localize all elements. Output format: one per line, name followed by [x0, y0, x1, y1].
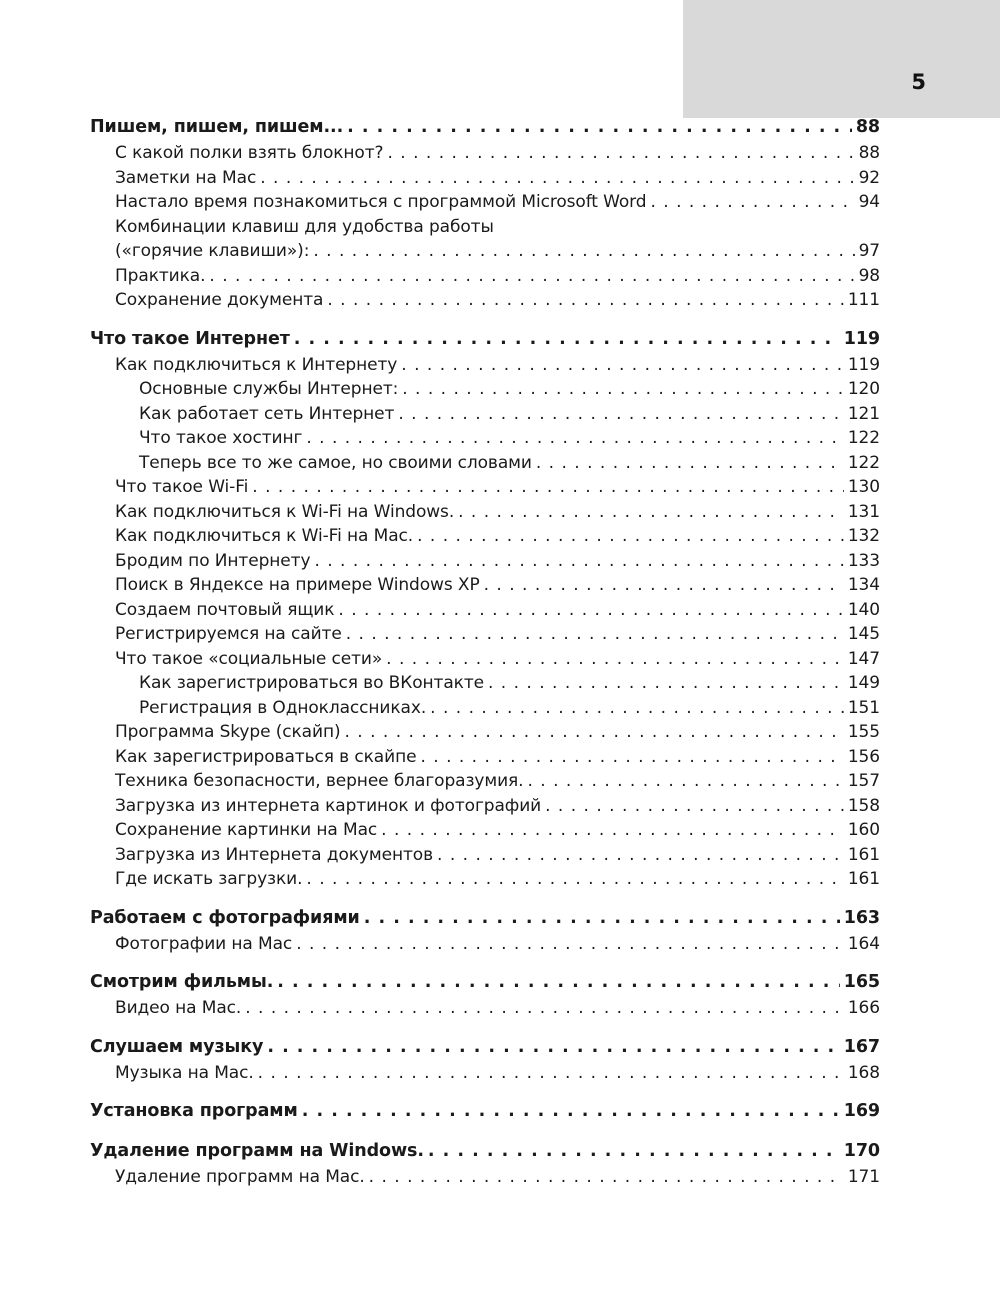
toc-entry-title: Что такое Интернет — [90, 328, 290, 349]
toc-entry-title: Где искать загрузки. — [115, 869, 303, 889]
dot-leader — [347, 117, 852, 137]
toc-entry — [90, 747, 880, 772]
toc-entry-title: С какой полки взять блокнот? — [115, 143, 384, 163]
toc-page-number: 119 — [843, 328, 880, 349]
toc-entry-title: Как подключиться к Wi-Fi на Mac. — [115, 526, 414, 546]
dot-leader — [252, 477, 844, 497]
toc-entry-title: Фотографии на Mac — [115, 933, 293, 954]
toc-entry-title: Создаем почтовый ящик — [115, 599, 335, 620]
toc-entry-title: Настало время познакомиться с программой Microsoft Word — [115, 192, 647, 212]
dot-leader — [369, 1167, 844, 1187]
dot-leader — [364, 908, 840, 928]
toc-entry — [90, 673, 880, 698]
toc-page-number: 97 — [858, 241, 880, 261]
dot-leader — [387, 143, 854, 163]
toc-page-number: 160 — [847, 820, 880, 840]
toc-entry — [90, 477, 880, 502]
toc-entry — [90, 624, 880, 649]
toc-entry-title: Бродим по Интернету — [115, 550, 311, 571]
dot-leader — [345, 722, 844, 742]
toc-chapter-entry — [90, 1141, 880, 1167]
dot-leader — [381, 820, 844, 840]
toc-entry-title: Что такое «социальные сети» — [115, 648, 383, 669]
toc-page-number: 147 — [847, 648, 880, 669]
dot-leader — [346, 624, 844, 644]
toc-entry — [90, 934, 880, 959]
dot-leader — [306, 869, 843, 889]
toc-entry — [90, 845, 880, 870]
toc-page-number: 149 — [847, 673, 880, 693]
page-number-tab — [683, 0, 1000, 118]
toc-page-number: 111 — [847, 290, 880, 310]
toc-page-number: 121 — [847, 403, 880, 424]
toc-entry — [90, 820, 880, 845]
toc-page-number: 163 — [843, 907, 880, 928]
toc-entry — [90, 1167, 880, 1192]
toc-entry-title: Установка программ — [90, 1101, 298, 1121]
toc-entry — [90, 428, 880, 453]
toc-page-number: 132 — [847, 526, 880, 546]
toc-page-number: 122 — [847, 428, 880, 448]
toc-page-number: 94 — [858, 192, 880, 212]
toc-page-number: 120 — [847, 379, 880, 399]
toc-entry-title: Слушаем музыку — [90, 1036, 264, 1057]
dot-leader — [420, 747, 843, 767]
toc-page-number: 170 — [843, 1141, 880, 1161]
toc-page-number: 98 — [858, 265, 880, 286]
dot-leader — [327, 290, 844, 310]
dot-leader — [430, 698, 844, 718]
toc-entry — [90, 355, 880, 380]
dot-leader — [314, 551, 843, 571]
toc-page-number: 131 — [847, 501, 880, 522]
toc-entry-title: Как работает сеть Интернет — [139, 403, 395, 424]
toc-page-number: 155 — [847, 722, 880, 742]
toc-entry — [90, 241, 880, 266]
dot-leader — [302, 1101, 840, 1121]
toc-entry-title: Программа Skype (скайп) — [115, 722, 341, 742]
page-number: 5 — [911, 70, 926, 94]
toc-page-number: 158 — [847, 795, 880, 816]
toc-entry-title: Регистрируемся на сайте — [115, 624, 342, 644]
toc-page-number: 122 — [847, 452, 880, 473]
dot-leader — [306, 428, 844, 448]
toc-entry-title: Удаление программ на Windows. — [90, 1141, 424, 1161]
toc-entry — [90, 998, 880, 1023]
dot-leader — [484, 575, 844, 595]
dot-leader — [401, 355, 844, 375]
toc-entry — [90, 575, 880, 600]
dot-leader — [313, 241, 854, 261]
toc-page-number: 133 — [847, 550, 880, 571]
toc-entry-title: Работаем с фотографиями — [90, 907, 360, 928]
dot-leader — [245, 998, 844, 1018]
toc-page-number: 92 — [858, 167, 880, 188]
dot-leader — [458, 502, 844, 522]
toc-entry-title: Заметки на Mac — [115, 167, 257, 188]
toc-entry — [90, 192, 880, 217]
toc-entry — [90, 600, 880, 625]
dot-leader — [260, 168, 854, 188]
toc-entry-title: Регистрация в Одноклассниках. — [139, 697, 427, 718]
dot-leader — [267, 1037, 839, 1057]
toc-chapter-entry — [90, 329, 880, 355]
toc-page-number: 164 — [847, 933, 880, 954]
toc-entry — [90, 649, 880, 674]
dot-leader — [258, 1063, 844, 1083]
toc-entry-title: Сохранение картинки на Mac — [115, 820, 378, 840]
toc-entry — [90, 1063, 880, 1088]
toc-entry — [90, 290, 880, 315]
toc-entry — [90, 526, 880, 551]
toc-entry-title: Поиск в Яндексе на примере Windows XP — [115, 575, 480, 595]
toc-entry-title: Основные службы Интернет: — [139, 379, 399, 399]
toc-page-number: 161 — [847, 869, 880, 889]
toc-page-number: 88 — [855, 117, 880, 137]
dot-leader — [417, 526, 844, 546]
toc-page-number: 167 — [843, 1036, 880, 1057]
toc-entry-title: Загрузка из интернета картинок и фотографий — [115, 795, 542, 816]
toc-entry — [90, 143, 880, 168]
dot-leader — [296, 934, 844, 954]
toc-page-number: 165 — [843, 972, 880, 992]
toc-entry — [90, 502, 880, 527]
toc-entry-title: Смотрим фильмы. — [90, 972, 274, 992]
toc-entry-title: Музыка на Mac. — [115, 1062, 254, 1083]
dot-leader — [650, 192, 854, 212]
toc-entry — [90, 551, 880, 576]
toc-entry-title: Как зарегистрироваться во ВКонтакте — [139, 673, 484, 693]
toc-chapter-entry — [90, 1101, 880, 1127]
toc-page-number: 171 — [847, 1167, 880, 1187]
toc-entry-title: Удаление программ на Mac. — [115, 1167, 365, 1187]
dot-leader — [277, 972, 839, 992]
dot-leader — [338, 600, 843, 620]
toc-page-number: 156 — [847, 746, 880, 767]
toc-entry-title: Как подключиться к Wi-Fi на Windows. — [115, 501, 455, 522]
toc-page-number: 161 — [847, 844, 880, 865]
dot-leader — [402, 379, 844, 399]
toc-entry — [90, 453, 880, 478]
dot-leader — [488, 673, 844, 693]
toc-entry — [90, 796, 880, 821]
toc-entry — [90, 698, 880, 723]
toc-page-number: 145 — [847, 624, 880, 644]
toc-entry — [90, 168, 880, 193]
toc-entry — [90, 379, 880, 404]
toc-page-number: 130 — [847, 477, 880, 497]
toc-page-number: 166 — [847, 998, 880, 1018]
toc-page-number: 88 — [858, 143, 880, 163]
toc-entry-title: («горячие клавиши»): — [115, 241, 310, 261]
toc-entry-title: Пишем, пишем, пишем... — [90, 117, 344, 137]
toc-page-number: 169 — [843, 1101, 880, 1121]
dot-leader — [398, 404, 844, 424]
toc-entry-title: Техника безопасности, вернее благоразумия. — [115, 771, 524, 791]
toc-entry-title: Что такое хостинг — [139, 428, 303, 448]
dot-leader — [527, 771, 843, 791]
toc-entry-title: Что такое Wi-Fi — [115, 477, 249, 497]
toc-page-number: 119 — [847, 354, 880, 375]
toc-chapter-entry — [90, 1037, 880, 1063]
dot-leader — [294, 329, 840, 349]
toc-page-number: 168 — [847, 1062, 880, 1083]
toc-entry — [90, 869, 880, 894]
toc-page-number: 134 — [847, 575, 880, 595]
toc-entry-title: Загрузка из Интернета документов — [115, 844, 434, 865]
toc-page-number: 151 — [847, 697, 880, 718]
dot-leader — [545, 796, 844, 816]
toc-entry-title: Видео на Mac. — [115, 998, 242, 1018]
toc-chapter-entry — [90, 972, 880, 998]
toc-entry — [90, 266, 880, 291]
toc-entry — [90, 771, 880, 796]
toc-chapter-entry — [90, 117, 880, 143]
dot-leader — [428, 1141, 840, 1161]
toc-page-number: 140 — [847, 599, 880, 620]
toc-page-number: 157 — [847, 771, 880, 791]
toc-entry-title: Практика. — [115, 265, 206, 286]
dot-leader — [209, 266, 854, 286]
toc-entry — [90, 404, 880, 429]
toc-entry-title: Сохранение документа — [115, 290, 324, 310]
toc-chapter-entry — [90, 908, 880, 934]
toc-entry-title: Как подключиться к Интернету — [115, 354, 398, 375]
dot-leader — [536, 453, 844, 473]
toc-entry-title: Как зарегистрироваться в скайпе — [115, 746, 417, 767]
dot-leader — [386, 649, 844, 669]
toc-entry-title: Комбинации клавиш для удобства работы — [115, 216, 494, 237]
table-of-contents — [90, 117, 880, 1192]
toc-entry — [90, 722, 880, 747]
toc-entry-title: Теперь все то же самое, но своими словами — [139, 452, 532, 473]
toc-entry — [90, 217, 880, 242]
dot-leader — [437, 845, 844, 865]
